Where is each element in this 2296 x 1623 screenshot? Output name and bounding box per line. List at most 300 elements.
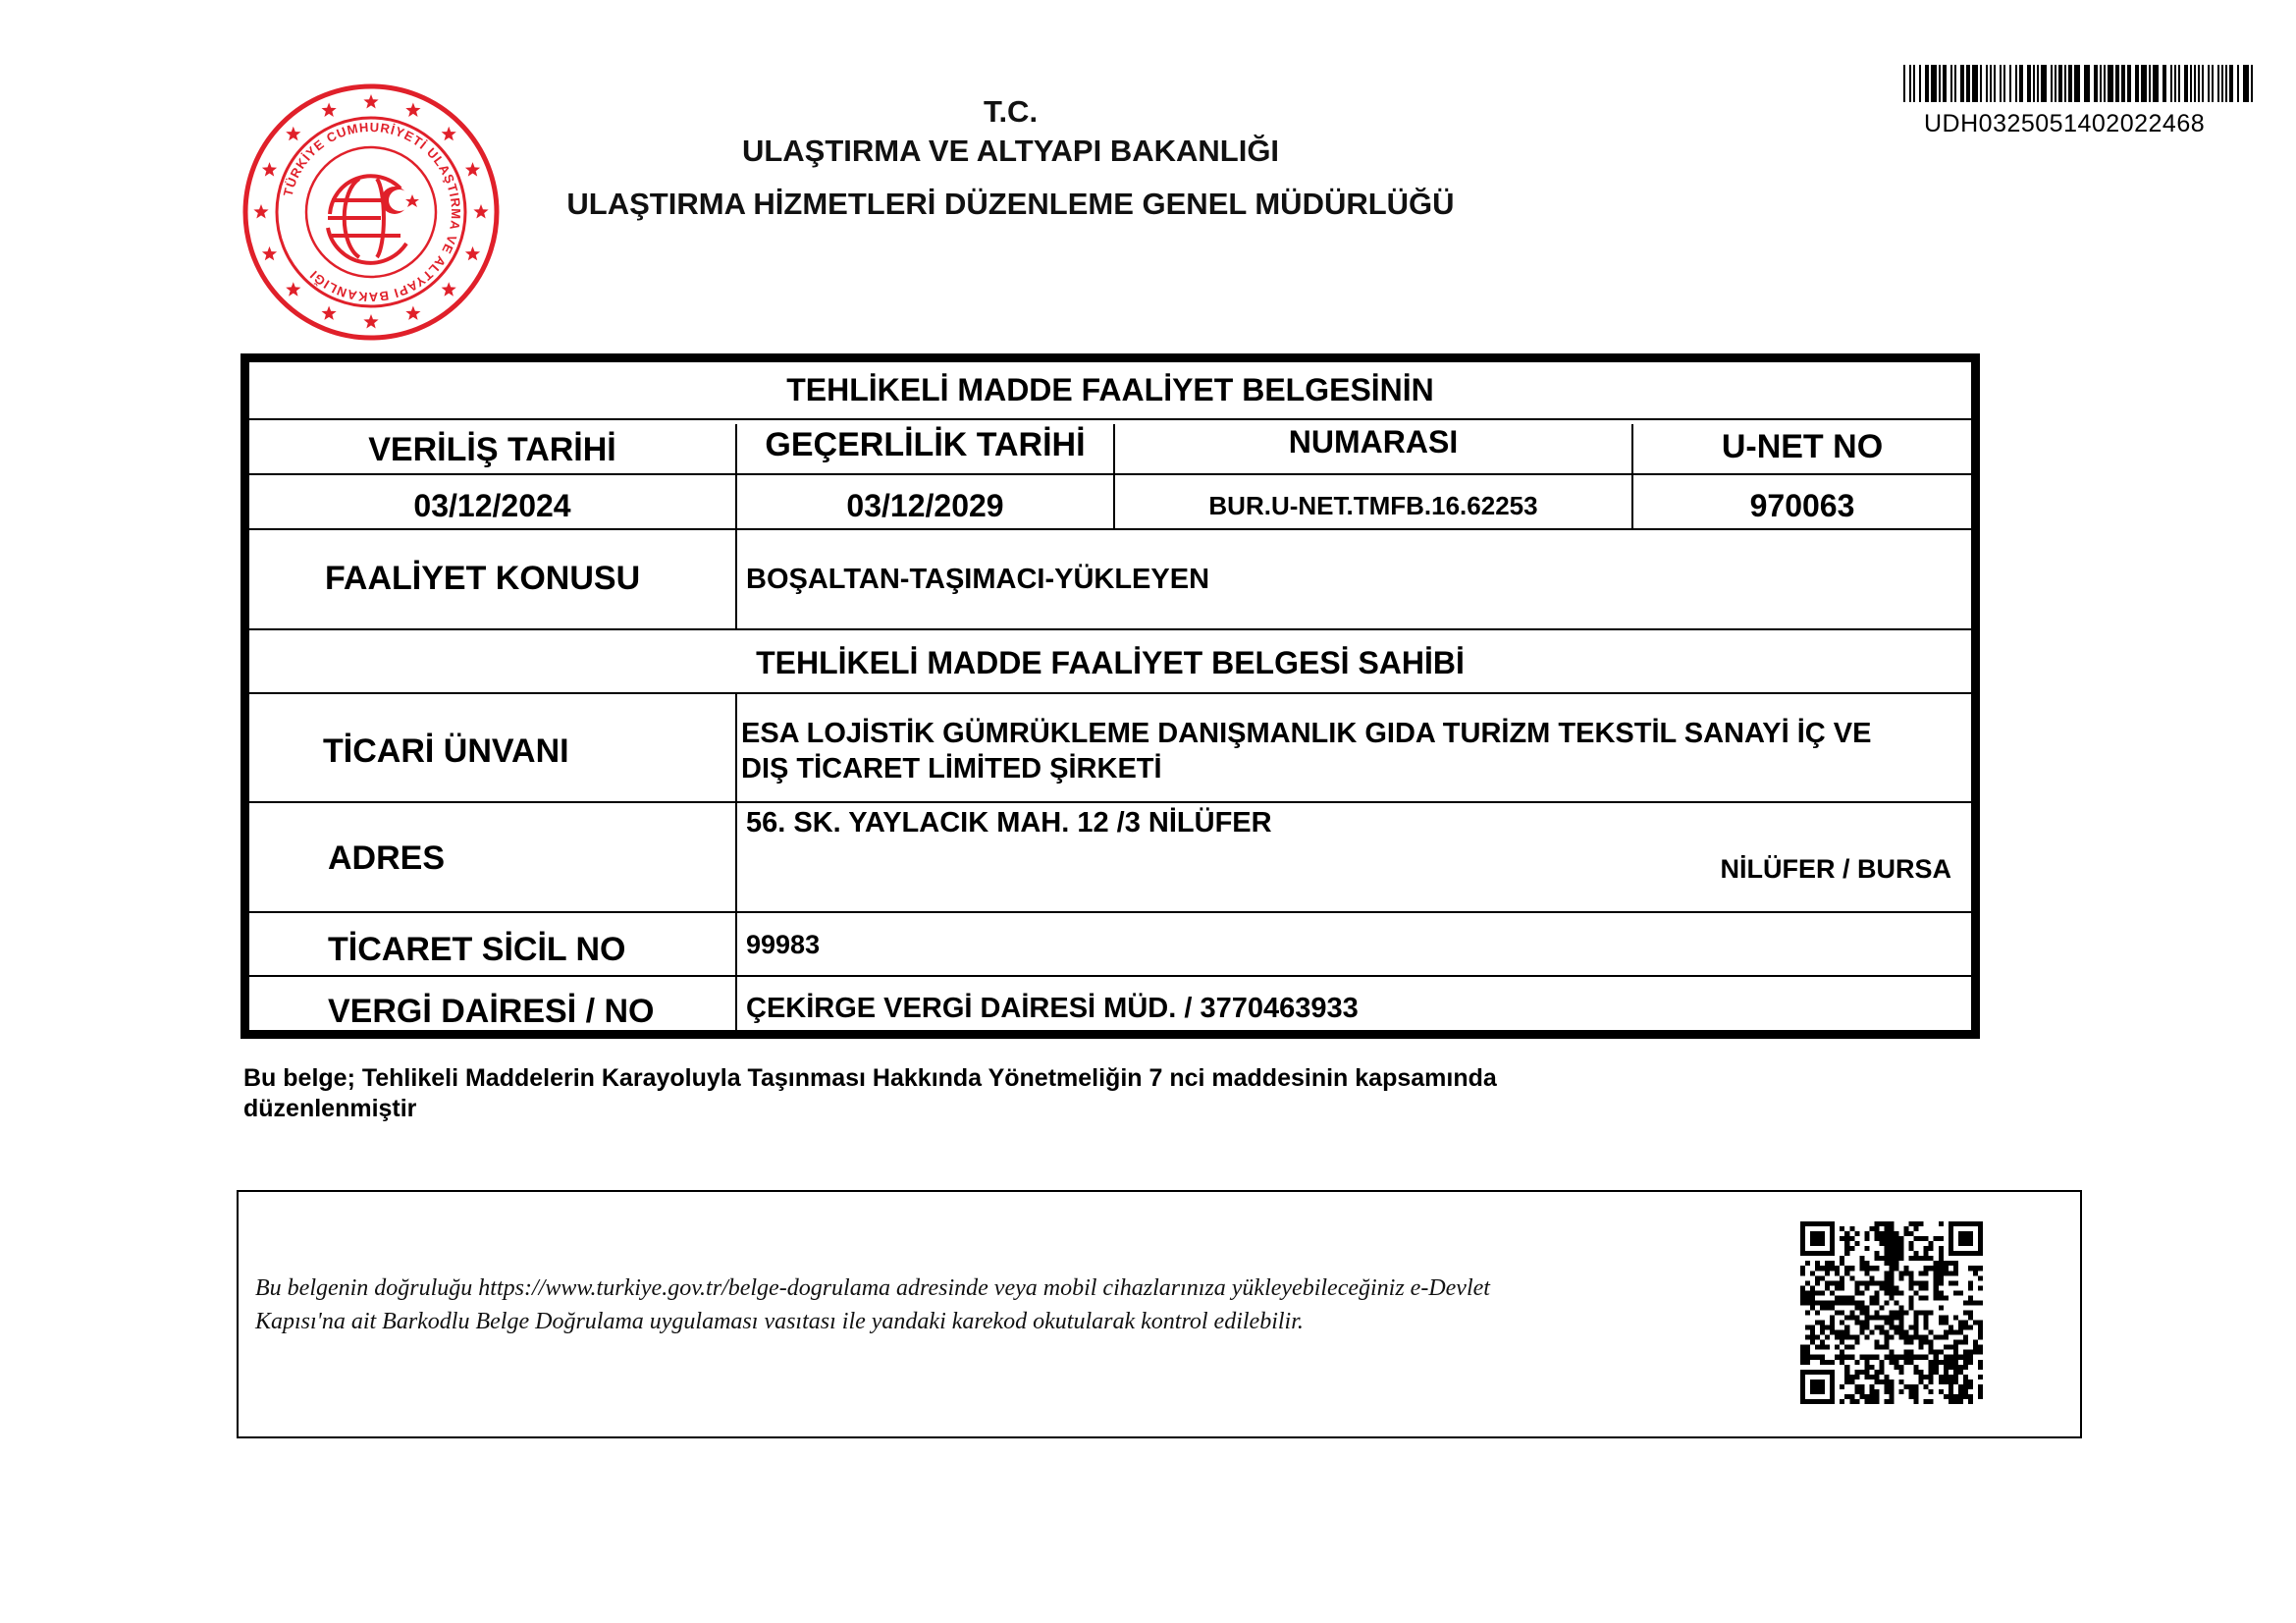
qr-module (1849, 1275, 1854, 1280)
qr-module (1914, 1290, 1919, 1295)
qr-module (1914, 1256, 1919, 1261)
qr-module (1854, 1305, 1859, 1310)
qr-module (1963, 1321, 1968, 1325)
qr-module (1815, 1231, 1820, 1236)
qr-module (1825, 1300, 1830, 1305)
qr-module (1978, 1231, 1983, 1236)
qr-module (1899, 1236, 1904, 1241)
qr-module (1810, 1271, 1815, 1275)
qr-module (1899, 1316, 1904, 1321)
qr-module (1840, 1340, 1844, 1345)
qr-module (1944, 1261, 1949, 1266)
qr-module (1958, 1389, 1963, 1394)
divider (249, 473, 1971, 475)
qr-module (1854, 1370, 1859, 1375)
qr-module (1830, 1280, 1835, 1285)
qr-module (1949, 1399, 1953, 1404)
qr-module (1909, 1231, 1914, 1236)
qr-module (1978, 1394, 1983, 1399)
qr-module (1899, 1246, 1904, 1251)
qr-module (1864, 1246, 1869, 1251)
qr-module (1869, 1295, 1874, 1300)
qr-module (1978, 1275, 1983, 1280)
qr-module (1884, 1236, 1889, 1241)
qr-module (1874, 1236, 1879, 1241)
qr-module (1904, 1271, 1909, 1275)
ministry-seal-logo (240, 81, 503, 344)
qr-module (1944, 1271, 1949, 1275)
qr-module (1840, 1335, 1844, 1340)
qr-module (1899, 1380, 1904, 1384)
legal-note-line2: düzenlenmiştir (243, 1095, 417, 1122)
certificate-title: TEHLİKELİ MADDE FAALİYET BELGESİNİN (786, 372, 1434, 407)
qr-module (1914, 1236, 1919, 1241)
qr-module (1830, 1321, 1835, 1325)
qr-module (1815, 1335, 1820, 1340)
qr-module (1949, 1330, 1953, 1335)
qr-module (1854, 1360, 1859, 1365)
qr-module (1953, 1365, 1958, 1370)
issue-date-header: VERİLİŞ TARİHİ (368, 431, 616, 468)
barcode-bar (2198, 65, 2200, 102)
qr-module (1934, 1360, 1939, 1365)
qr-module (1830, 1360, 1835, 1365)
divider (249, 628, 1971, 630)
qr-module (1869, 1394, 1874, 1399)
qr-module (1840, 1226, 1844, 1231)
qr-module (1879, 1345, 1884, 1350)
qr-module (1830, 1375, 1835, 1380)
qr-module (1968, 1355, 1973, 1360)
qr-module (1963, 1251, 1968, 1256)
qr-module (1825, 1399, 1830, 1404)
barcode-bar (1925, 65, 1929, 102)
qr-module (1859, 1266, 1864, 1271)
qr-module (1949, 1236, 1953, 1241)
qr-module (1934, 1365, 1939, 1370)
qr-module (1830, 1261, 1835, 1266)
qr-module (1874, 1389, 1879, 1394)
qr-module (1934, 1271, 1939, 1275)
qr-module (1884, 1231, 1889, 1236)
qr-module (1939, 1280, 1944, 1285)
qr-module (1963, 1340, 1968, 1345)
activity-value: BOŞALTAN-TAŞIMACI-YÜKLEYEN (746, 564, 1210, 595)
qr-module (1978, 1365, 1983, 1370)
qr-module (1844, 1394, 1849, 1399)
qr-module (1899, 1335, 1904, 1340)
qr-module (1800, 1394, 1805, 1399)
qr-module (1968, 1316, 1973, 1321)
barcode-bar (2058, 65, 2062, 102)
qr-module (1889, 1251, 1894, 1256)
qr-module (1968, 1394, 1973, 1399)
qr-module (1904, 1330, 1909, 1335)
qr-module (1844, 1380, 1849, 1384)
verification-qr-code[interactable] (1800, 1221, 1983, 1404)
qr-module (1889, 1335, 1894, 1340)
qr-module (1924, 1280, 1929, 1285)
qr-module (1825, 1360, 1830, 1365)
qr-module (1815, 1370, 1820, 1375)
qr-module (1805, 1310, 1810, 1315)
qr-module (1869, 1280, 1874, 1285)
qr-module (1934, 1236, 1939, 1241)
qr-module (1884, 1399, 1889, 1404)
qr-module (1830, 1305, 1835, 1310)
qr-module (1800, 1380, 1805, 1384)
qr-module (1914, 1226, 1919, 1231)
qr-module (1864, 1355, 1869, 1360)
qr-module (1958, 1399, 1963, 1404)
qr-module (1879, 1325, 1884, 1330)
qr-module (1854, 1335, 1859, 1340)
qr-module (1874, 1226, 1879, 1231)
qr-module (1953, 1316, 1958, 1321)
qr-module (1800, 1251, 1805, 1256)
qr-module (1830, 1394, 1835, 1399)
barcode-number: UDH0325051402022468 (1924, 110, 2206, 137)
qr-module (1810, 1384, 1815, 1389)
qr-module (1840, 1321, 1844, 1325)
qr-module (1889, 1321, 1894, 1325)
qr-module (1949, 1221, 1953, 1226)
seal-star-icon (442, 282, 456, 297)
qr-module (1889, 1285, 1894, 1290)
qr-module (1929, 1266, 1934, 1271)
qr-module (1909, 1271, 1914, 1275)
qr-module (1820, 1340, 1825, 1345)
qr-module (1968, 1231, 1973, 1236)
qr-module (1805, 1251, 1810, 1256)
qr-module (1924, 1335, 1929, 1340)
qr-module (1874, 1280, 1879, 1285)
qr-module (1889, 1241, 1894, 1246)
qr-module (1820, 1384, 1825, 1389)
qr-module (1929, 1256, 1934, 1261)
qr-module (1973, 1321, 1978, 1325)
barcode-bar (2108, 65, 2113, 102)
qr-module (1830, 1300, 1835, 1305)
qr-module (1844, 1236, 1849, 1241)
barcode-bar (1966, 65, 1970, 102)
qr-module (1815, 1355, 1820, 1360)
qr-module (1909, 1246, 1914, 1251)
qr-module (1949, 1355, 1953, 1360)
qr-module (1879, 1316, 1884, 1321)
qr-module (1859, 1300, 1864, 1305)
divider (735, 692, 737, 1030)
qr-module (1949, 1384, 1953, 1389)
qr-module (1934, 1335, 1939, 1340)
qr-module (1820, 1290, 1825, 1295)
qr-module (1810, 1295, 1815, 1300)
qr-module (1825, 1335, 1830, 1340)
qr-module (1884, 1261, 1889, 1266)
qr-module (1978, 1285, 1983, 1290)
qr-module (1929, 1350, 1934, 1355)
qr-module (1879, 1256, 1884, 1261)
qr-module (1978, 1325, 1983, 1330)
qr-module (1835, 1271, 1840, 1275)
qr-module (1953, 1399, 1958, 1404)
qr-module (1889, 1316, 1894, 1321)
qr-module (1909, 1221, 1914, 1226)
qr-module (1844, 1271, 1849, 1275)
qr-module (1889, 1280, 1894, 1285)
qr-module (1820, 1389, 1825, 1394)
qr-module (1810, 1236, 1815, 1241)
qr-module (1909, 1389, 1914, 1394)
qr-module (1825, 1370, 1830, 1375)
qr-module (1815, 1321, 1820, 1325)
qr-module (1914, 1251, 1919, 1256)
qr-module (1924, 1316, 1929, 1321)
seal-star-icon (465, 162, 480, 177)
document-barcode (1903, 65, 2255, 102)
qr-module (1919, 1355, 1924, 1360)
qr-module (1929, 1310, 1934, 1315)
qr-module (1889, 1226, 1894, 1231)
qr-module (1879, 1365, 1884, 1370)
qr-module (1835, 1280, 1840, 1285)
qr-module (1924, 1236, 1929, 1241)
qr-module (1859, 1280, 1864, 1285)
seal-star-icon (405, 103, 420, 118)
qr-module (1904, 1350, 1909, 1355)
qr-module (1963, 1221, 1968, 1226)
qr-module (1939, 1290, 1944, 1295)
qr-module (1963, 1375, 1968, 1380)
qr-module (1909, 1256, 1914, 1261)
qr-module (1895, 1310, 1899, 1315)
qr-module (1800, 1231, 1805, 1236)
qr-module (1973, 1350, 1978, 1355)
qr-module (1884, 1380, 1889, 1384)
qr-module (1949, 1246, 1953, 1251)
registry-label: TİCARET SİCİL NO (328, 931, 626, 968)
qr-module (1849, 1399, 1854, 1404)
qr-module (1825, 1266, 1830, 1271)
qr-module (1835, 1295, 1840, 1300)
qr-module (1800, 1389, 1805, 1394)
qr-module (1904, 1384, 1909, 1389)
qr-module (1958, 1325, 1963, 1330)
qr-module (1830, 1246, 1835, 1251)
validity-date-value: 03/12/2029 (846, 488, 1004, 523)
qr-module (1854, 1316, 1859, 1321)
qr-module (1973, 1300, 1978, 1305)
barcode-bar (2208, 65, 2210, 102)
qr-module (1978, 1241, 1983, 1246)
qr-module (1924, 1399, 1929, 1404)
qr-module (1899, 1365, 1904, 1370)
qr-module (1844, 1241, 1849, 1246)
qr-module (1939, 1221, 1944, 1226)
qr-module (1889, 1384, 1894, 1389)
qr-module (1835, 1355, 1840, 1360)
qr-module (1895, 1360, 1899, 1365)
qr-module (1884, 1345, 1889, 1350)
qr-module (1904, 1340, 1909, 1345)
validity-date-header: GEÇERLİLİK TARİHİ (765, 426, 1086, 463)
qr-module (1815, 1399, 1820, 1404)
barcode-bar (1931, 65, 1937, 102)
qr-module (1805, 1355, 1810, 1360)
qr-module (1800, 1236, 1805, 1241)
qr-module (1914, 1384, 1919, 1389)
qr-module (1899, 1251, 1904, 1256)
qr-module (1914, 1310, 1919, 1315)
qr-module (1889, 1256, 1894, 1261)
qr-module (1973, 1271, 1978, 1275)
qr-module (1800, 1300, 1805, 1305)
qr-module (1830, 1384, 1835, 1389)
qr-module (1929, 1375, 1934, 1380)
qr-module (1884, 1335, 1889, 1340)
barcode-bar (2068, 65, 2072, 102)
verification-line2: Kapısı'na ait Barkodlu Belge Doğrulama uygulaması vasıtası ile yandaki karekod okutularak kontrol edilebilir. (255, 1309, 1304, 1334)
qr-module (1919, 1236, 1924, 1241)
qr-module (1939, 1256, 1944, 1261)
qr-module (1929, 1360, 1934, 1365)
qr-module (1830, 1241, 1835, 1246)
qr-module (1840, 1236, 1844, 1241)
qr-module (1895, 1290, 1899, 1295)
qr-module (1978, 1221, 1983, 1226)
qr-module (1889, 1394, 1894, 1399)
qr-module (1953, 1375, 1958, 1380)
qr-module (1919, 1345, 1924, 1350)
qr-module (1835, 1345, 1840, 1350)
legal-note (243, 1063, 1716, 1124)
seal-star-icon (363, 94, 378, 109)
qr-module (1869, 1275, 1874, 1280)
qr-module (1840, 1256, 1844, 1261)
qr-module (1859, 1256, 1864, 1261)
qr-module (1904, 1335, 1909, 1340)
qr-module (1904, 1355, 1909, 1360)
qr-module (1934, 1261, 1939, 1266)
qr-module (1884, 1271, 1889, 1275)
qr-module (1820, 1325, 1825, 1330)
qr-module (1895, 1261, 1899, 1266)
qr-module (1899, 1275, 1904, 1280)
qr-module (1934, 1355, 1939, 1360)
qr-module (1840, 1310, 1844, 1315)
qr-module (1949, 1365, 1953, 1370)
qr-module (1800, 1226, 1805, 1231)
qr-module (1820, 1221, 1825, 1226)
qr-module (1805, 1295, 1810, 1300)
qr-module (1909, 1300, 1914, 1305)
qr-module (1919, 1375, 1924, 1380)
qr-module (1884, 1256, 1889, 1261)
qr-module (1939, 1316, 1944, 1321)
barcode-bar (2202, 65, 2204, 102)
qr-module (1889, 1236, 1894, 1241)
qr-module (1934, 1266, 1939, 1271)
qr-module (1924, 1340, 1929, 1345)
qr-module (1820, 1305, 1825, 1310)
qr-module (1820, 1399, 1825, 1404)
qr-module (1949, 1380, 1953, 1384)
qr-module (1864, 1365, 1869, 1370)
barcode-bar (1939, 65, 1941, 102)
qr-module (1805, 1221, 1810, 1226)
qr-module (1939, 1236, 1944, 1241)
qr-module (1949, 1226, 1953, 1231)
qr-module (1800, 1384, 1805, 1389)
qr-module (1810, 1330, 1815, 1335)
qr-module (1895, 1236, 1899, 1241)
qr-module (1904, 1310, 1909, 1315)
qr-module (1844, 1295, 1849, 1300)
qr-module (1895, 1256, 1899, 1261)
qr-module (1953, 1271, 1958, 1275)
qr-module (1924, 1246, 1929, 1251)
qr-module (1864, 1261, 1869, 1266)
barcode-bar (2212, 65, 2214, 102)
qr-module (1899, 1330, 1904, 1335)
qr-module (1963, 1241, 1968, 1246)
qr-module (1859, 1394, 1864, 1399)
qr-module (1800, 1285, 1805, 1290)
qr-module (1973, 1345, 1978, 1350)
legal-note-line1: Bu belge; Tehlikeli Maddelerin Karayoluyla Taşınması Hakkında Yönetmeliğin 7 nci maddesinin kapsamında (243, 1064, 1497, 1092)
qr-module (1835, 1330, 1840, 1335)
qr-module (1849, 1375, 1854, 1380)
qr-module (1815, 1310, 1820, 1315)
qr-module (1978, 1300, 1983, 1305)
qr-module (1968, 1399, 1973, 1404)
qr-module (1953, 1330, 1958, 1335)
qr-module (1879, 1330, 1884, 1335)
qr-module (1815, 1236, 1820, 1241)
qr-module (1953, 1290, 1958, 1295)
qr-module (1968, 1384, 1973, 1389)
qr-module (1869, 1389, 1874, 1394)
qr-module (1815, 1384, 1820, 1389)
registry-value: 99983 (746, 930, 821, 959)
qr-module (1968, 1350, 1973, 1355)
qr-module (1953, 1345, 1958, 1350)
qr-module (1879, 1236, 1884, 1241)
qr-module (1884, 1321, 1889, 1325)
qr-module (1929, 1370, 1934, 1375)
barcode-bar (2190, 65, 2192, 102)
qr-module (1820, 1330, 1825, 1335)
qr-module (1844, 1370, 1849, 1375)
qr-module (1854, 1389, 1859, 1394)
qr-module (1830, 1380, 1835, 1384)
barcode-bar (2153, 65, 2159, 102)
activity-label: FAALİYET KONUSU (325, 560, 641, 597)
qr-module (1844, 1345, 1849, 1350)
qr-module (1820, 1345, 1825, 1350)
qr-module (1800, 1295, 1805, 1300)
qr-module (1889, 1350, 1894, 1355)
qr-module (1849, 1236, 1854, 1241)
qr-module (1914, 1335, 1919, 1340)
qr-module (1874, 1300, 1879, 1305)
qr-module (1889, 1355, 1894, 1360)
qr-module (1909, 1305, 1914, 1310)
qr-module (1844, 1330, 1849, 1335)
qr-module (1825, 1285, 1830, 1290)
qr-module (1958, 1355, 1963, 1360)
qr-module (1840, 1355, 1844, 1360)
